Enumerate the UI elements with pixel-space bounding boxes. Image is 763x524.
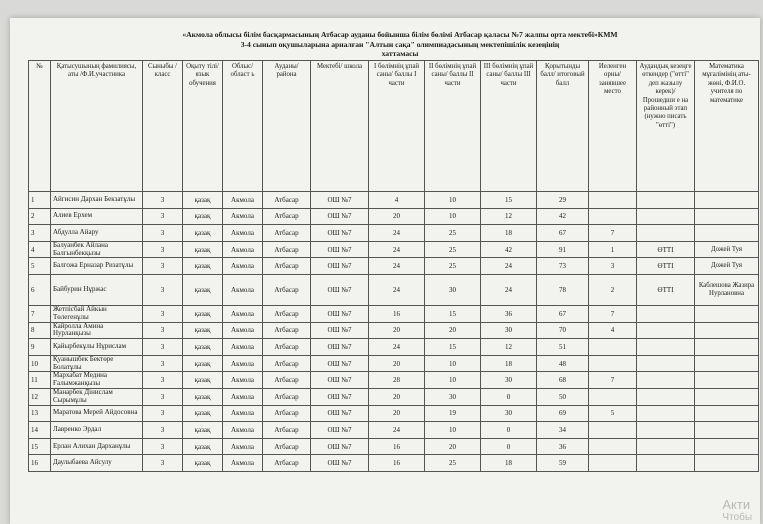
column-header: III бөлімнің ұпай саны/ баллы III части xyxy=(481,61,537,192)
part2-score: 19 xyxy=(425,405,481,422)
row-number: 3 xyxy=(29,225,51,242)
document-sheet xyxy=(10,18,760,524)
oblast-cell: Акмола xyxy=(223,241,263,258)
part2-score: 25 xyxy=(425,241,481,258)
participant-name: Алиев Ерхем xyxy=(51,208,143,225)
part1-score: 4 xyxy=(369,192,425,209)
teacher-cell xyxy=(695,455,759,472)
rayon-cell: Атбасар xyxy=(263,455,311,472)
part2-score: 25 xyxy=(425,258,481,275)
passed-cell xyxy=(637,305,695,322)
school-cell: ОШ №7 xyxy=(311,322,369,339)
oblast-cell: Акмола xyxy=(223,388,263,405)
place-cell xyxy=(589,355,637,372)
class-cell: 3 xyxy=(143,305,183,322)
rayon-cell: Атбасар xyxy=(263,208,311,225)
rayon-cell: Атбасар xyxy=(263,225,311,242)
place-cell xyxy=(589,422,637,439)
participant-name: Кайролла Амина Нурланқызы xyxy=(51,322,143,339)
row-number: 7 xyxy=(29,305,51,322)
row-number: 1 xyxy=(29,192,51,209)
part2-score: 10 xyxy=(425,422,481,439)
part3-score: 24 xyxy=(481,274,537,305)
part3-score: 30 xyxy=(481,322,537,339)
language-cell: қазақ xyxy=(183,258,223,275)
participant-name: Балгожа Ерназар Ризатұлы xyxy=(51,258,143,275)
class-cell: 3 xyxy=(143,388,183,405)
place-cell: 7 xyxy=(589,305,637,322)
table-row xyxy=(29,208,759,225)
teacher-cell xyxy=(695,225,759,242)
total-score: 78 xyxy=(537,274,589,305)
table-row xyxy=(29,339,759,356)
rayon-cell: Атбасар xyxy=(263,388,311,405)
school-cell: ОШ №7 xyxy=(311,355,369,372)
table-header-row xyxy=(29,61,759,192)
column-header: Аудандық кезеңге өткендер ("өтті" деп жазылу керек)/ Прошедши е на районный этап (нужно писать "өтті") xyxy=(637,61,695,192)
passed-cell xyxy=(637,422,695,439)
place-cell xyxy=(589,339,637,356)
passed-cell xyxy=(637,372,695,389)
header-line-3: хаттамасы xyxy=(381,49,419,58)
rayon-cell: Атбасар xyxy=(263,305,311,322)
passed-cell xyxy=(637,225,695,242)
school-cell: ОШ №7 xyxy=(311,274,369,305)
oblast-cell: Акмола xyxy=(223,438,263,455)
language-cell: қазақ xyxy=(183,192,223,209)
class-cell: 3 xyxy=(143,339,183,356)
total-score: 51 xyxy=(537,339,589,356)
column-header: Оқыту тілі/ язык обучения xyxy=(183,61,223,192)
part2-score: 30 xyxy=(425,274,481,305)
table-row xyxy=(29,192,759,209)
table-row xyxy=(29,388,759,405)
place-cell: 7 xyxy=(589,372,637,389)
part3-score: 24 xyxy=(481,258,537,275)
oblast-cell: Акмола xyxy=(223,405,263,422)
class-cell: 3 xyxy=(143,208,183,225)
column-header: Облыс/ област ь xyxy=(223,61,263,192)
teacher-cell xyxy=(695,388,759,405)
column-header: Ауданы/ района xyxy=(263,61,311,192)
header-line-2: 3-4 сынып оқушыларына арналған "Алтын сақа" олимпиадасының мектепішілік кезеңінің xyxy=(240,39,560,49)
total-score: 50 xyxy=(537,388,589,405)
school-cell: ОШ №7 xyxy=(311,208,369,225)
rayon-cell: Атбасар xyxy=(263,339,311,356)
passed-cell: ӨТТІ xyxy=(637,258,695,275)
part3-score: 18 xyxy=(481,225,537,242)
total-score: 69 xyxy=(537,405,589,422)
participant-name: Даулыбаева Айсулу xyxy=(51,455,143,472)
part3-score: 0 xyxy=(481,388,537,405)
rayon-cell: Атбасар xyxy=(263,422,311,439)
class-cell: 3 xyxy=(143,192,183,209)
rayon-cell: Атбасар xyxy=(263,438,311,455)
column-header: II бөлімнің ұпай саны/ баллы II части xyxy=(425,61,481,192)
passed-cell xyxy=(637,388,695,405)
participant-name: Қайырбекұлы Нұрислам xyxy=(51,339,143,356)
rayon-cell: Атбасар xyxy=(263,355,311,372)
watermark-line-2: Чтобы xyxy=(722,512,752,523)
row-number: 9 xyxy=(29,339,51,356)
class-cell: 3 xyxy=(143,258,183,275)
part3-score: 12 xyxy=(481,208,537,225)
table-row xyxy=(29,241,759,258)
language-cell: қазақ xyxy=(183,455,223,472)
participant-name: Балуанбек Айлана Балгынбекқызы xyxy=(51,241,143,258)
part2-score: 25 xyxy=(425,455,481,472)
participant-name: Ерлан Алихан Дарханұлы xyxy=(51,438,143,455)
class-cell: 3 xyxy=(143,422,183,439)
header-line-1: «Акмола облысы білім басқармасының Атбасар ауданы бойынша білім бөлімі Атбасар қаласы №7 жалпы орта мектебі»КММ xyxy=(182,30,618,39)
column-header: № xyxy=(29,61,51,192)
class-cell: 3 xyxy=(143,355,183,372)
part2-score: 10 xyxy=(425,355,481,372)
column-header: I бөлімнің ұпай саны/ баллы I части xyxy=(369,61,425,192)
table-body xyxy=(29,192,759,472)
school-cell: ОШ №7 xyxy=(311,258,369,275)
total-score: 34 xyxy=(537,422,589,439)
column-header: Математика мұғалімінің аты-жөні, Ф.И.О. учителя по математике xyxy=(695,61,759,192)
school-cell: ОШ №7 xyxy=(311,305,369,322)
language-cell: қазақ xyxy=(183,422,223,439)
column-header: Қорытынды балл/ итоговый балл xyxy=(537,61,589,192)
school-cell: ОШ №7 xyxy=(311,455,369,472)
part2-score: 15 xyxy=(425,339,481,356)
language-cell: қазақ xyxy=(183,225,223,242)
rayon-cell: Атбасар xyxy=(263,258,311,275)
passed-cell xyxy=(637,192,695,209)
teacher-cell: Дожей Туя xyxy=(695,258,759,275)
class-cell: 3 xyxy=(143,455,183,472)
rayon-cell: Атбасар xyxy=(263,322,311,339)
part1-score: 24 xyxy=(369,339,425,356)
language-cell: қазақ xyxy=(183,438,223,455)
language-cell: қазақ xyxy=(183,305,223,322)
language-cell: қазақ xyxy=(183,339,223,356)
row-number: 4 xyxy=(29,241,51,258)
part1-score: 16 xyxy=(369,438,425,455)
teacher-cell xyxy=(695,339,759,356)
total-score: 59 xyxy=(537,455,589,472)
passed-cell: ӨТТІ xyxy=(637,241,695,258)
column-header: Иеленген орны/ занявшее место xyxy=(589,61,637,192)
activation-watermark xyxy=(722,498,752,524)
language-cell: қазақ xyxy=(183,241,223,258)
column-header: Қатысушының фамилиясы, аты /Ф.И.участника xyxy=(51,61,143,192)
passed-cell xyxy=(637,339,695,356)
passed-cell xyxy=(637,455,695,472)
part2-score: 25 xyxy=(425,225,481,242)
oblast-cell: Акмола xyxy=(223,422,263,439)
teacher-cell xyxy=(695,208,759,225)
part2-score: 20 xyxy=(425,322,481,339)
teacher-cell: Дожей Туя xyxy=(695,241,759,258)
school-cell: ОШ №7 xyxy=(311,192,369,209)
part3-score: 18 xyxy=(481,355,537,372)
place-cell xyxy=(589,388,637,405)
row-number: 8 xyxy=(29,322,51,339)
row-number: 13 xyxy=(29,405,51,422)
school-cell: ОШ №7 xyxy=(311,225,369,242)
row-number: 2 xyxy=(29,208,51,225)
passed-cell xyxy=(637,355,695,372)
language-cell: қазақ xyxy=(183,355,223,372)
row-number: 10 xyxy=(29,355,51,372)
place-cell: 3 xyxy=(589,258,637,275)
participant-name: Қуанышбек Бектөре Болатұлы xyxy=(51,355,143,372)
oblast-cell: Акмола xyxy=(223,274,263,305)
class-cell: 3 xyxy=(143,372,183,389)
place-cell: 4 xyxy=(589,322,637,339)
teacher-cell xyxy=(695,422,759,439)
participant-name: Жетпісбай Айкын Төлегенұлы xyxy=(51,305,143,322)
place-cell: 5 xyxy=(589,405,637,422)
participant-name: Манарбек Дінислам Сырымұлы xyxy=(51,388,143,405)
school-cell: ОШ №7 xyxy=(311,422,369,439)
part3-score: 12 xyxy=(481,339,537,356)
rayon-cell: Атбасар xyxy=(263,241,311,258)
part3-score: 36 xyxy=(481,305,537,322)
part1-score: 28 xyxy=(369,372,425,389)
teacher-cell: Каблешова Жазира Нурлановна xyxy=(695,274,759,305)
school-cell: ОШ №7 xyxy=(311,388,369,405)
oblast-cell: Акмола xyxy=(223,372,263,389)
part3-score: 42 xyxy=(481,241,537,258)
total-score: 29 xyxy=(537,192,589,209)
teacher-cell xyxy=(695,405,759,422)
school-cell: ОШ №7 xyxy=(311,372,369,389)
part2-score: 10 xyxy=(425,208,481,225)
oblast-cell: Акмола xyxy=(223,305,263,322)
participant-name: Абдулла Айару xyxy=(51,225,143,242)
part2-score: 10 xyxy=(425,372,481,389)
part1-score: 20 xyxy=(369,322,425,339)
class-cell: 3 xyxy=(143,274,183,305)
row-number: 15 xyxy=(29,438,51,455)
participant-name: Мархабат Медина Ғалымжанқызы xyxy=(51,372,143,389)
participant-name: Маратова Мерей Айдосовна xyxy=(51,405,143,422)
class-cell: 3 xyxy=(143,438,183,455)
table-row xyxy=(29,372,759,389)
school-cell: ОШ №7 xyxy=(311,339,369,356)
school-cell: ОШ №7 xyxy=(311,438,369,455)
part1-score: 16 xyxy=(369,455,425,472)
language-cell: қазақ xyxy=(183,388,223,405)
part1-score: 24 xyxy=(369,225,425,242)
school-cell: ОШ №7 xyxy=(311,241,369,258)
row-number: 12 xyxy=(29,388,51,405)
oblast-cell: Акмола xyxy=(223,455,263,472)
oblast-cell: Акмола xyxy=(223,355,263,372)
oblast-cell: Акмола xyxy=(223,192,263,209)
column-header: Сыныбы /класс xyxy=(143,61,183,192)
part1-score: 16 xyxy=(369,305,425,322)
language-cell: қазақ xyxy=(183,405,223,422)
language-cell: қазақ xyxy=(183,372,223,389)
table-row xyxy=(29,355,759,372)
teacher-cell xyxy=(695,305,759,322)
part2-score: 15 xyxy=(425,305,481,322)
part2-score: 30 xyxy=(425,388,481,405)
part1-score: 20 xyxy=(369,405,425,422)
row-number: 14 xyxy=(29,422,51,439)
language-cell: қазақ xyxy=(183,322,223,339)
oblast-cell: Акмола xyxy=(223,258,263,275)
teacher-cell xyxy=(695,438,759,455)
passed-cell: ӨТТІ xyxy=(637,274,695,305)
teacher-cell xyxy=(695,322,759,339)
passed-cell xyxy=(637,438,695,455)
total-score: 70 xyxy=(537,322,589,339)
total-score: 91 xyxy=(537,241,589,258)
total-score: 68 xyxy=(537,372,589,389)
teacher-cell xyxy=(695,372,759,389)
part1-score: 24 xyxy=(369,258,425,275)
total-score: 48 xyxy=(537,355,589,372)
table-row xyxy=(29,225,759,242)
total-score: 67 xyxy=(537,305,589,322)
watermark-line-1: Акти xyxy=(722,497,751,512)
part3-score: 0 xyxy=(481,422,537,439)
row-number: 6 xyxy=(29,274,51,305)
table-row xyxy=(29,305,759,322)
part1-score: 20 xyxy=(369,355,425,372)
passed-cell xyxy=(637,405,695,422)
part2-score: 20 xyxy=(425,438,481,455)
teacher-cell xyxy=(695,192,759,209)
rayon-cell: Атбасар xyxy=(263,372,311,389)
passed-cell xyxy=(637,208,695,225)
table-row xyxy=(29,322,759,339)
table-row xyxy=(29,405,759,422)
place-cell xyxy=(589,208,637,225)
rayon-cell: Атбасар xyxy=(263,192,311,209)
language-cell: қазақ xyxy=(183,208,223,225)
rayon-cell: Атбасар xyxy=(263,274,311,305)
table-row xyxy=(29,455,759,472)
table-row xyxy=(29,438,759,455)
class-cell: 3 xyxy=(143,322,183,339)
school-cell: ОШ №7 xyxy=(311,405,369,422)
class-cell: 3 xyxy=(143,225,183,242)
place-cell: 7 xyxy=(589,225,637,242)
table-row xyxy=(29,258,759,275)
participant-name: Айгисин Дархан Бекзатұлы xyxy=(51,192,143,209)
table-row xyxy=(29,422,759,439)
results-table xyxy=(28,60,759,472)
oblast-cell: Акмола xyxy=(223,339,263,356)
row-number: 11 xyxy=(29,372,51,389)
part3-score: 15 xyxy=(481,192,537,209)
part2-score: 10 xyxy=(425,192,481,209)
row-number: 5 xyxy=(29,258,51,275)
participant-name: Лавренко Эрдал xyxy=(51,422,143,439)
class-cell: 3 xyxy=(143,241,183,258)
document-header xyxy=(40,30,760,59)
oblast-cell: Акмола xyxy=(223,322,263,339)
part1-score: 24 xyxy=(369,274,425,305)
place-cell xyxy=(589,192,637,209)
part1-score: 24 xyxy=(369,422,425,439)
table-row xyxy=(29,274,759,305)
language-cell: қазақ xyxy=(183,274,223,305)
column-header: Мектебі/ школа xyxy=(311,61,369,192)
place-cell xyxy=(589,438,637,455)
part3-score: 30 xyxy=(481,372,537,389)
rayon-cell: Атбасар xyxy=(263,405,311,422)
part3-score: 18 xyxy=(481,455,537,472)
row-number: 16 xyxy=(29,455,51,472)
part3-score: 0 xyxy=(481,438,537,455)
part1-score: 20 xyxy=(369,388,425,405)
passed-cell xyxy=(637,322,695,339)
oblast-cell: Акмола xyxy=(223,208,263,225)
oblast-cell: Акмола xyxy=(223,225,263,242)
place-cell xyxy=(589,455,637,472)
class-cell: 3 xyxy=(143,405,183,422)
total-score: 67 xyxy=(537,225,589,242)
total-score: 36 xyxy=(537,438,589,455)
place-cell: 1 xyxy=(589,241,637,258)
participant-name: Байбурин Нұржас xyxy=(51,274,143,305)
part1-score: 24 xyxy=(369,241,425,258)
total-score: 73 xyxy=(537,258,589,275)
total-score: 42 xyxy=(537,208,589,225)
place-cell: 2 xyxy=(589,274,637,305)
part1-score: 20 xyxy=(369,208,425,225)
teacher-cell xyxy=(695,355,759,372)
part3-score: 30 xyxy=(481,405,537,422)
